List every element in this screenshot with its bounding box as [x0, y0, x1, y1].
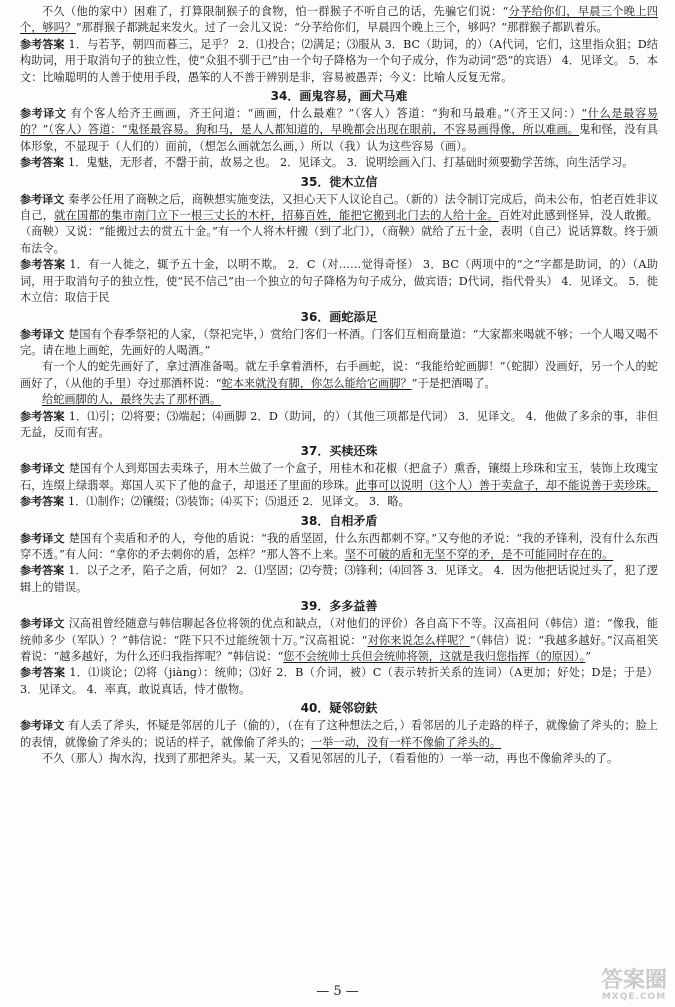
translation-34: 参考译文 有个客人给齐王画画，齐王问道：“画画，什么最难？”（客人）答道：“狗和马最难。”（齐王又问：）“什么是最容易的？”（客人）答道：“鬼怪最容易。狗和马，是人人都知道的，早晚都会出现在眼前，不容易画得像，所以难画。鬼和怪，没有具体形象，不显现于（人们的）面前，（想怎么画就怎么画，）所以（我）认为这些容易（画）。 — [20, 107, 658, 153]
answer-label: 参考答案 — [20, 409, 65, 423]
document-body — [20, 4, 658, 767]
translation-label: 参考译文 — [20, 192, 65, 206]
translation-35: 参考译文 秦孝公任用了商鞅之后，商鞅想实施变法，又担心天下人议论自己。（新的）法令制订完成后，尚未公布，怕老百姓非议自己，就在国都的集市南门立下一根三丈长的木杆，招募百姓，能把它搬到北门去的人给十金。百姓对此感到怪异，没人敢搬。（商鞅）又说：“能搬过去的赏五十金。”有一个人将木杆搬（到了北门），（商鞅）就给了五十金，表明（自己）说话算数。终于颁布法令。 — [20, 192, 659, 255]
answer-label: 参考答案 — [20, 156, 64, 170]
translation-36: 参考译文 楚国有个春季祭祀的人家，（祭祀完毕，）赏给门客们一杯酒。门客们互相商量道：“大家都来喝就不够；一个人喝又喝不完。请在地上画蛇，先画好的人喝酒。” — [20, 327, 659, 357]
translation-label: 参考译文 — [20, 719, 65, 733]
answer-36: 参考答案 1．⑴引；⑵将要；⑶端起；⑷画脚 2．D（助词，的）（其他三项都是代词） 3．见译文。 4．他做了多余的事，非但无益，反而有害。 — [20, 409, 659, 439]
section-title-37: 37．买椟还珠 — [300, 444, 378, 459]
answer-39: 参考答案 1．⑴谈论；⑵将（jiàng）：统帅；⑶好 2．B（介词，被）C（表示转折关系的连词）（A更加；好处；D是；于是） 3．见译文。 4．率真，敢说真话，恃才傲物。 — [20, 666, 658, 696]
section-title-34: 34．画鬼容易，画犬马难 — [270, 89, 408, 104]
translation-36-end: 给蛇画脚的人，最终失去了那杯酒。 — [42, 393, 222, 407]
underlined-sentence: 分芧给你们，早晨三个晚上四个，够吗？ — [20, 5, 658, 35]
answer-33: 参考答案 1．与若芧，朝四而暮三，足乎？ 2．⑴投合；⑵满足；⑶服从 3．BC（助词，的）（A代词，它们，这里指众狙；D结构助词，用于取消句子的独立性，使“众狙不驯于己”由一个句子降格为一个句子成分，作为动词“恐”的宾语） 4．见译文。 5．本文：比喻聪明的人善于使用手段，愚笨的人不善于辨别是非，容易被愚弄；今义：比喻人反复无常。 — [20, 37, 658, 84]
answer-label: 参考答案 — [20, 258, 66, 272]
translation-label: 参考译文 — [20, 617, 65, 631]
translation-40-cont: 不久（那人）掏水沟，找到了那把斧头。某一天，又看见邻居的儿子，（看看他的）一举一动，再也不像偷斧头的了。 — [42, 752, 619, 766]
answer-34: 参考答案 1．鬼魅，无形者，不罄于前，故易之也。 2．见译文。 3．说明绘画入门、打基础时须要勤学苦练，向生活学习。 — [20, 156, 634, 170]
answer-label: 参考答案 — [20, 495, 64, 509]
translation-39: 参考译文 汉高祖曾经随意与韩信聊起各位将领的优点和缺点，（对他们的评价）各自高下不等。汉高祖问（韩信）道：“像我，能统帅多少（军队）？”韩信说：“陛下只不过能统领十万。”汉高祖说：“对你来说怎么样呢？”（韩信）说：“我越多越好。”汉高祖笑着说：“越多越好，为什么还归我指挥呢？”韩信说：“您不会统帅士兵但会统帅将领，这就是我归您指挥（的原因）。” — [20, 617, 659, 663]
section-title-40: 40．疑邻窃鈇 — [300, 701, 378, 716]
answer-35: 参考答案 1．有一人徙之，辄予五十金，以明不欺。 2．C（对……觉得奇怪） 3．BC（两项中的“之”字都是助词，的）（A助词，用于取消句子的独立性，使“民不信己”由一个独立的句子降格为句子成分，做宾语；D代词，指代骨头） 4．见译文。 5．徙木立信：取信于民 — [20, 258, 659, 305]
translation-37: 参考译文 楚国有个人到郑国去卖珠子，用木兰做了一个盒子，用桂木和花椒（把盒子）熏香，镶缀上珍珠和宝玉，装饰上玫瑰宝石，连缀上绿翡翠。郑国人买下了他的盒子，却退还了里面的珍珠。此事可以说明（这个人）善于卖盒子，却不能说善于卖珍珠。 — [20, 462, 658, 492]
answer-label: 参考答案 — [20, 666, 66, 680]
answer-37: 参考答案 1．⑴制作；⑵镶缀；⑶装饰；⑷买下；⑸退还 2．见译文。 3．略。 — [20, 495, 410, 509]
translation-36-cont: 有一个人的蛇先画好了，拿过酒准备喝。就左手拿着酒杯，右手画蛇，说：“我能给蛇画脚！”（蛇脚）没画好，另一个人的蛇画好了，（从他的手里）夺过那酒杯说：“蛇本来就没有脚，你怎么能给它画脚？”于是把酒喝了。 — [20, 360, 658, 390]
page-number: — 5 — — [316, 984, 359, 999]
answer-label: 参考答案 — [20, 564, 65, 578]
section-title-38: 38．自相矛盾 — [300, 513, 378, 528]
answer-label: 参考答案 — [20, 37, 65, 51]
translation-label: 参考译文 — [20, 107, 67, 121]
translation-40: 参考译文 有人丢了斧头，怀疑是邻居的儿子（偷的），（在有了这种想法之后，）看邻居的儿子走路的样子，就像偷了斧头的；脸上的表情，就像偷了斧头的；说话的样子，就像偷了斧头的；一举一动，没有一样不像偷了斧头的。 — [20, 719, 658, 749]
para-story-33-end: 不久（他的家中）困难了，打算限制猴子的食物，怕一群猴子不听自己的话，先骗它们说：“分芧给你们，早晨三个晚上四个，够吗？”那群猴子都跳起来发火。过了一会儿又说：“分芧给你们，早晨四个晚上三个，够吗？”那群猴子都趴着乐。 — [20, 5, 658, 35]
translation-label: 参考译文 — [20, 531, 65, 545]
section-title-35: 35．徙木立信 — [300, 174, 378, 189]
section-title-39: 39．多多益善 — [300, 599, 378, 614]
translation-label: 参考译文 — [20, 462, 65, 476]
translation-38: 参考译文 楚国有个卖盾和矛的人，夸他的盾说：“我的盾坚固，什么东西都刺不穿。”又夸他的矛说：“我的矛锋利，没有什么东西穿不透。”有人问：“拿你的矛去刺你的盾，怎样？”那人答不上来。坚不可破的盾和无坚不穿的矛，是不可能同时存在的。 — [20, 531, 659, 561]
answer-38: 参考答案 1．以子之矛，陷子之盾，何如？ 2．⑴坚固；⑵夸赞；⑶锋利；⑷回答 3．见译文。 4．因为他把话说过头了，犯了逻辑上的错误。 — [20, 564, 658, 594]
watermark-logo: 答案圈 MXQE.COM — [600, 968, 667, 1002]
section-title-36: 36．画蛇添足 — [300, 309, 378, 324]
translation-label: 参考译文 — [20, 327, 65, 341]
